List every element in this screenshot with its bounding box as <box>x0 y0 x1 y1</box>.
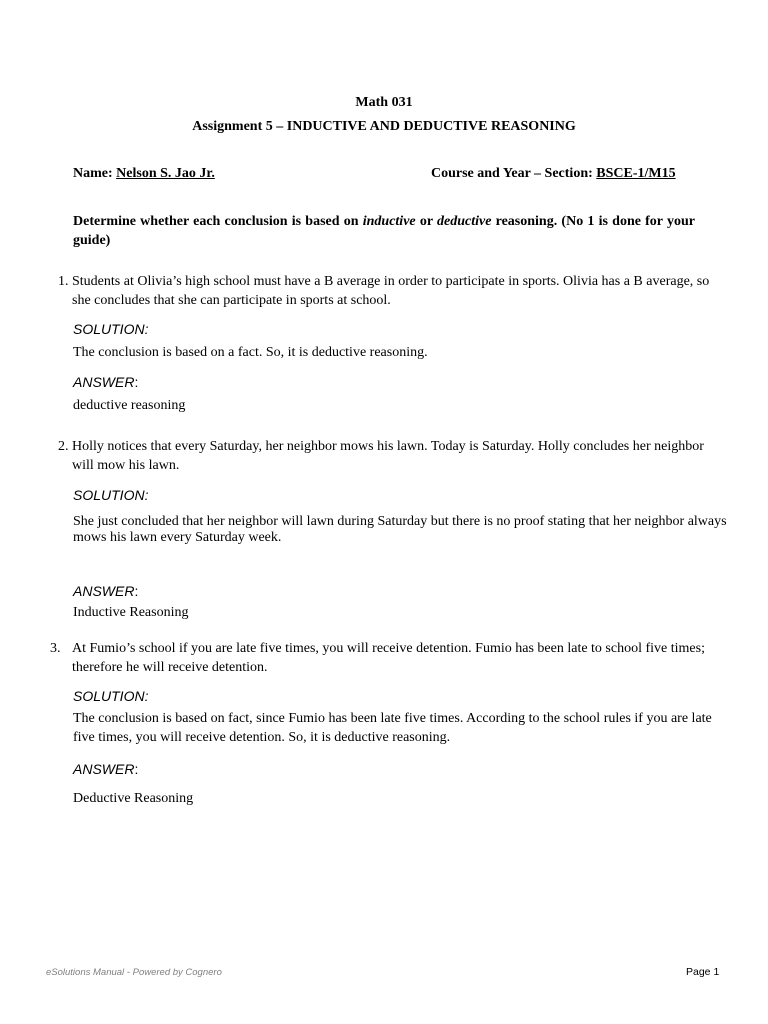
solution-text: She just concluded that her neighbor will lawn during Saturday but there is no proof stating that her neighbor always mows his lawn every Saturday week. <box>73 514 727 545</box>
name-row <box>73 164 215 183</box>
section-label: Course and Year – Section: <box>431 166 593 181</box>
instructions-part2: reasoning. (No 1 is done for your guide) <box>73 214 695 248</box>
name-label: Name: <box>73 166 113 181</box>
course-title: Math 031 <box>355 95 413 110</box>
question-text: Holly notices that every Saturday, her neighbor mows his lawn. Today is Saturday. Holly concludes her neighbor will mow his lawn. <box>72 439 704 473</box>
answer-label: ANSWER: <box>73 583 139 599</box>
assignment-title: Assignment 5 – INDUCTIVE AND DEDUCTIVE REASONING <box>192 119 576 134</box>
section-value: BSCE-1/M15 <box>596 166 676 181</box>
instructions-part1: Determine whether each conclusion is based on <box>73 214 363 229</box>
question-number: 3. <box>50 641 61 656</box>
solution-label: SOLUTION: <box>73 487 149 503</box>
footer-credit: eSolutions Manual - Powered by Cognero <box>46 967 222 978</box>
question-number: 1. <box>58 274 69 289</box>
answer-label: ANSWER: <box>73 761 139 777</box>
instructions <box>73 212 695 250</box>
solution-text: The conclusion is based on fact, since Fumio has been late five times. According to the school rules if you are late five times, you will receive detention. So, it is deductive reasoning. <box>73 711 712 745</box>
answer-text: Inductive Reasoning <box>73 605 189 620</box>
question-text: At Fumio’s school if you are late five times, you will receive detention. Fumio has been late to school five times; therefore he will receive detention. <box>72 641 705 675</box>
answer-label: ANSWER: <box>73 374 139 390</box>
solution-label: SOLUTION: <box>73 688 149 704</box>
solution-label: SOLUTION: <box>73 321 149 337</box>
question-number: 2. <box>58 439 69 454</box>
name-value: Nelson S. Jao Jr. <box>116 166 215 181</box>
instructions-or: or <box>415 214 437 229</box>
instructions-deductive: deductive <box>437 214 492 229</box>
question-text: Students at Olivia’s high school must have a B average in order to participate in sports. Olivia has a B average, so she concludes that she can participate in sports at school. <box>72 274 710 308</box>
section-row <box>431 164 676 183</box>
instructions-inductive: inductive <box>362 214 416 229</box>
answer-text: deductive reasoning <box>73 398 186 413</box>
solution-text: The conclusion is based on a fact. So, it is deductive reasoning. <box>73 345 428 360</box>
page-number: Page 1 <box>686 966 720 978</box>
answer-text: Deductive Reasoning <box>73 791 194 806</box>
